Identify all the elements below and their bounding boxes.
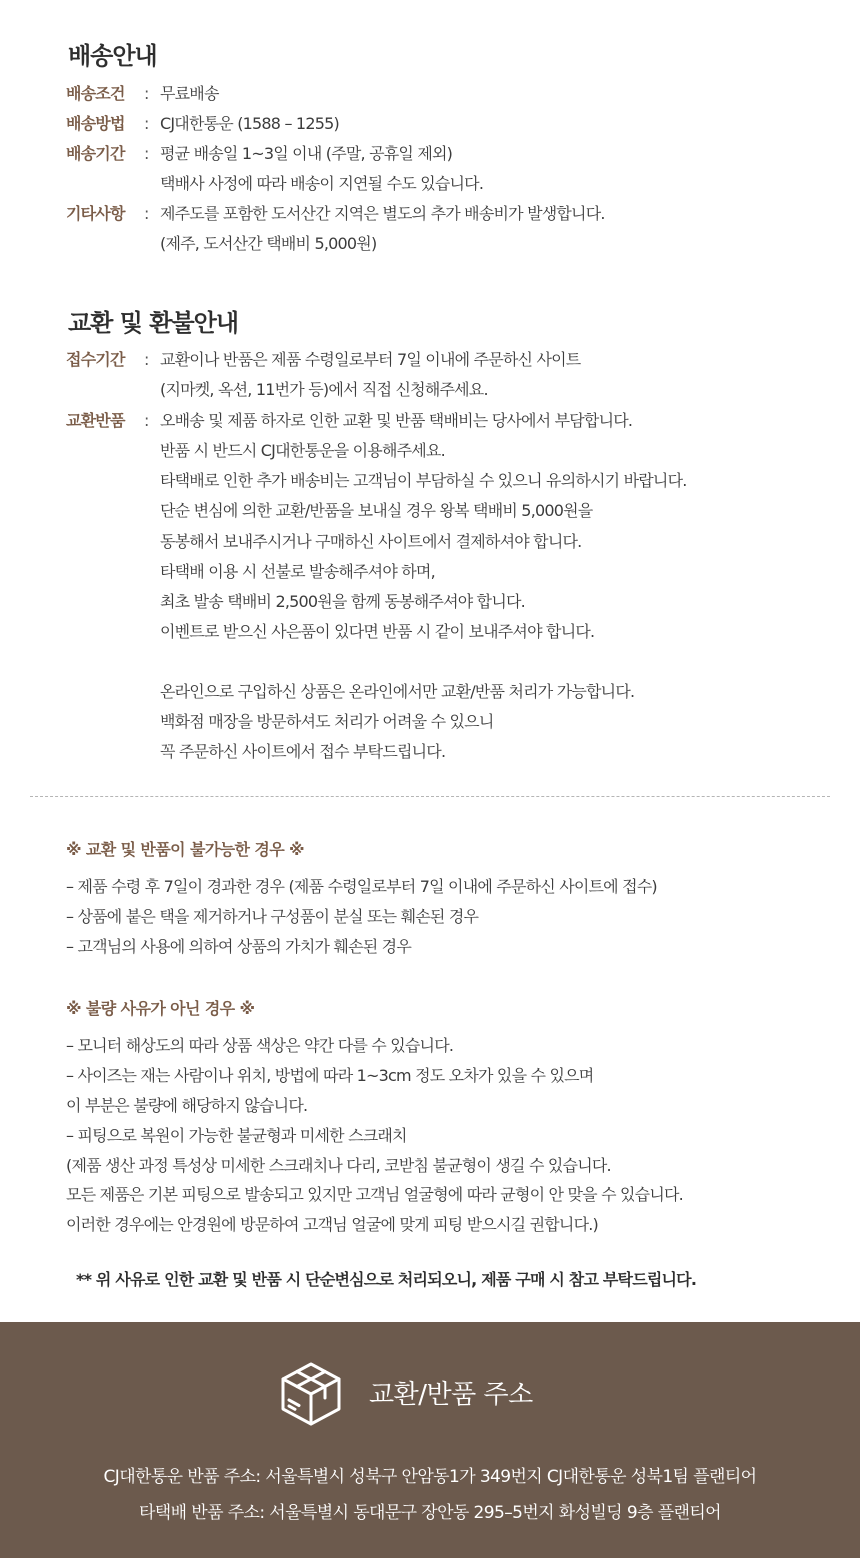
row-text: 이벤트로 받으신 사은품이 있다면 반품 시 같이 보내주셔야 합니다.	[160, 622, 595, 641]
not-defect-title: ※ 불량 사유가 아닌 경우 ※	[66, 999, 255, 1018]
row-text: 백화점 매장을 방문하셔도 처리가 어려울 수 있으니	[160, 712, 494, 731]
row-colon: :	[144, 144, 149, 163]
not-defect-item: (제품 생산 과정 특성상 미세한 스크래치나 다리, 코받침 불균형이 생길 수 있습니다.	[66, 1156, 611, 1175]
impossible-item: – 상품에 붙은 택을 제거하거나 구성품이 분실 또는 훼손된 경우	[66, 907, 479, 926]
other-courier-return-address: 타택배 반품 주소: 서울특별시 동대문구 장안동 295–5번지 화성빌딩 9층 플랜티어	[138, 1503, 721, 1523]
row-text: 교환이나 반품은 제품 수령일로부터 7일 이내에 주문하신 사이트	[160, 350, 581, 369]
row-label: 배송방법	[66, 114, 125, 133]
row-colon: :	[144, 114, 149, 133]
row-text: (지마켓, 옥션, 11번가 등)에서 직접 신청해주세요.	[160, 380, 488, 399]
not-defect-item: – 모니터 해상도의 따라 상품 색상은 약간 다를 수 있습니다.	[66, 1036, 454, 1055]
row-label: 배송기간	[66, 144, 125, 163]
row-text: 꼭 주문하신 사이트에서 접수 부탁드립니다.	[160, 742, 446, 761]
row-text: 무료배송	[160, 84, 219, 103]
row-label: 배송조건	[66, 84, 125, 103]
notice-text: ** 위 사유로 인한 교환 및 반품 시 단순변심으로 처리되오니, 제품 구매 시 참고 부탁드립니다.	[76, 1270, 697, 1289]
row-colon: :	[144, 84, 149, 103]
impossible-title: ※ 교환 및 반품이 불가능한 경우 ※	[66, 840, 305, 859]
row-text: 최초 발송 택배비 2,500원을 함께 동봉해주셔야 합니다.	[160, 592, 525, 611]
row-text: 단순 변심에 의한 교환/반품을 보내실 경우 왕복 택배비 5,000원을	[160, 501, 593, 520]
impossible-item: – 고객님의 사용에 의하여 상품의 가치가 훼손된 경우	[66, 937, 411, 956]
row-label: 기타사항	[66, 204, 125, 223]
row-text: 평균 배송일 1~3일 이내 (주말, 공휴일 제외)	[160, 144, 453, 163]
impossible-item: – 제품 수령 후 7일이 경과한 경우 (제품 수령일로부터 7일 이내에 주문하신 사이트에 접수)	[66, 877, 657, 896]
row-label: 접수기간	[66, 350, 125, 369]
row-text: 타택배로 인한 추가 배송비는 고객님이 부담하실 수 있으니 유의하시기 바랍니다.	[160, 471, 687, 490]
row-text: (제주, 도서산간 택배비 5,000원)	[160, 234, 377, 253]
row-text: 택배사 사정에 따라 배송이 지연될 수도 있습니다.	[160, 174, 484, 193]
exchange-title: 교환 및 환불안내	[68, 309, 238, 337]
shipping-title: 배송안내	[68, 42, 157, 70]
row-colon: :	[144, 350, 149, 369]
row-text: 온라인으로 구입하신 상품은 온라인에서만 교환/반품 처리가 가능합니다.	[160, 682, 635, 701]
not-defect-item: 이러한 경우에는 안경원에 방문하여 고객님 얼굴에 맞게 피팅 받으시길 권합니다.)	[66, 1215, 598, 1234]
not-defect-item: 이 부분은 불량에 해당하지 않습니다.	[66, 1096, 308, 1115]
row-label: 교환반품	[66, 411, 125, 430]
row-text: 오배송 및 제품 하자로 인한 교환 및 반품 택배비는 당사에서 부담합니다.	[160, 411, 633, 430]
dashed-divider	[30, 796, 830, 797]
row-text: 반품 시 반드시 CJ대한통운을 이용해주세요.	[160, 441, 445, 460]
box-icon	[277, 1360, 345, 1428]
not-defect-item: – 피팅으로 복원이 가능한 불균형과 미세한 스크래치	[66, 1126, 407, 1145]
return-address-footer	[0, 1322, 860, 1558]
row-text: CJ대한통운 (1588 – 1255)	[160, 114, 339, 133]
row-text: 동봉해서 보내주시거나 구매하신 사이트에서 결제하셔야 합니다.	[160, 532, 582, 551]
row-colon: :	[144, 411, 149, 430]
row-colon: :	[144, 204, 149, 223]
footer-title: 교환/반품 주소	[369, 1380, 533, 1410]
cj-return-address: CJ대한통운 반품 주소: 서울특별시 성북구 안암동1가 349번지 CJ대한통운 성북1팀 플랜티어	[103, 1467, 757, 1487]
not-defect-item: 모든 제품은 기본 피팅으로 발송되고 있지만 고객님 얼굴형에 따라 균형이 안 맞을 수 있습니다.	[66, 1185, 683, 1204]
row-text: 타택배 이용 시 선불로 발송해주셔야 하며,	[160, 562, 435, 581]
row-text: 제주도를 포함한 도서산간 지역은 별도의 추가 배송비가 발생합니다.	[160, 204, 605, 223]
not-defect-item: – 사이즈는 재는 사람이나 위치, 방법에 따라 1~3cm 정도 오차가 있을 수 있으며	[66, 1066, 594, 1085]
